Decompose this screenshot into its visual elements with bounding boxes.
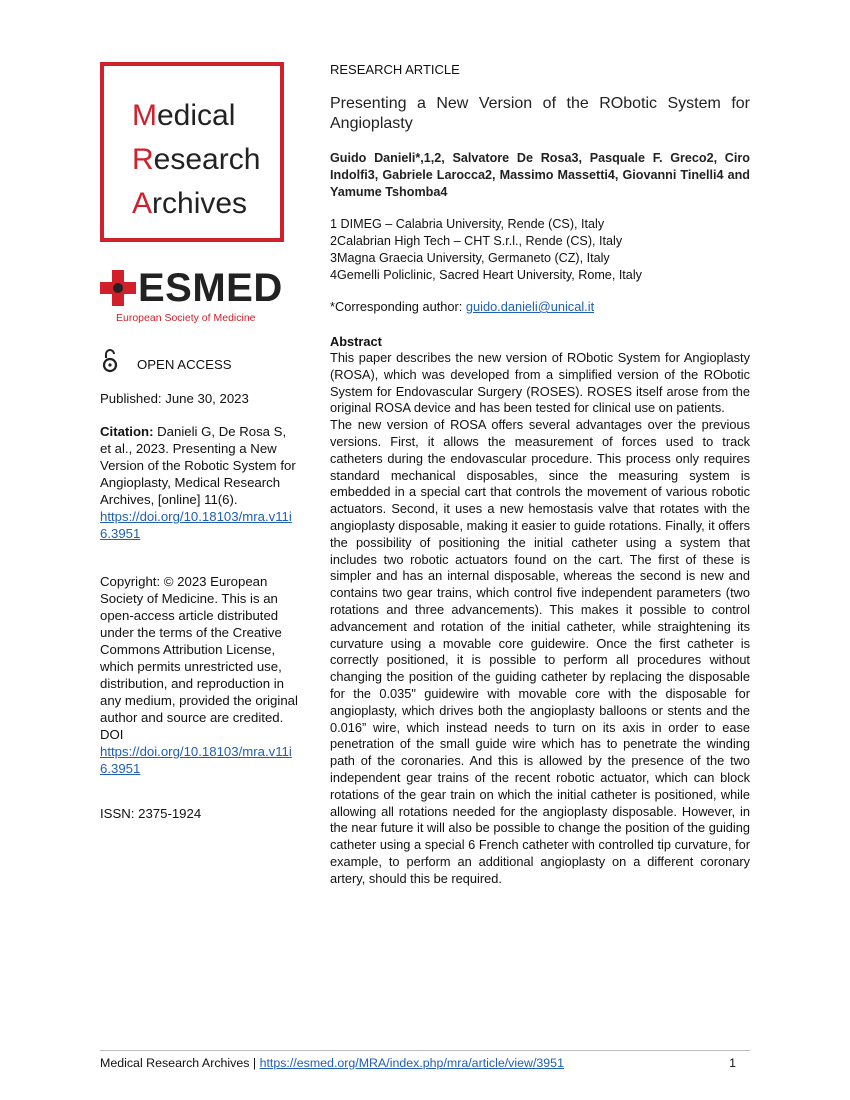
esmed-logo [100, 266, 284, 326]
doi-link[interactable]: https://doi.org/10.18103/mra.v11i6.3951 [100, 744, 292, 776]
copyright-text: Copyright: © 2023 European Society of Medicine. This is an open-access article distributed under the terms of the Creative Commons Attribution License, which permits unrestricted use, distribution, and reproduction in any medium, provided the original author and source are credited. [100, 574, 298, 725]
open-lock-icon [102, 348, 118, 374]
page-footer [100, 1056, 750, 1070]
affiliation-item: 2Calabrian High Tech – CHT S.r.l., Rende (CS), Italy [330, 234, 623, 248]
abstract-body [330, 350, 750, 888]
corresponding-label: *Corresponding author: [330, 299, 466, 314]
citation-text: Danieli G, De Rosa S, et al., 2023. Presenting a New Version of the Robotic System for Angioplasty, Medical Research Archives, [online] 11(6). [100, 424, 296, 507]
corresponding-author [330, 299, 750, 314]
logo-line-archives: Archives [132, 187, 248, 220]
esmed-subtitle: European Society of Medicine [116, 312, 256, 324]
open-access-label: OPEN ACCESS [137, 357, 232, 372]
issn: ISSN: 2375-1924 [100, 806, 202, 821]
footer-divider [100, 1050, 750, 1051]
footer-journal: Medical Research Archives | [100, 1056, 257, 1070]
affiliation-item: 1 DIMEG – Calabria University, Rende (CS), Italy [330, 217, 605, 231]
citation-label: Citation: [100, 424, 154, 439]
citation-block [100, 423, 300, 542]
corresponding-email-link[interactable]: guido.danieli@unical.it [465, 299, 595, 314]
author-list: Guido Danieli*,1,2, Salvatore De Rosa3, Pasquale F. Greco2, Ciro Indolfi3, Gabriele Larocca2, Massimo Massetti4, Giovanni Tinelli4 and Yamume Tshomba4 [330, 151, 750, 199]
logo-line-research: Research [132, 143, 261, 176]
citation-doi-link[interactable]: https://doi.org/10.18103/mra.v11i6.3951 [100, 509, 292, 541]
abstract-heading: Abstract [330, 334, 382, 349]
abstract-paragraph: The new version of ROSA offers several advantages over the previous versions. First, it allows the measurement of forces used to track catheters during the endovascular procedure. This process only requires standard mechanical disposables, since the measuring system is embedded in a special cart that controls the movement of various robotic actuators. Second, it uses a new hemostasis valve that rotates with the angioplasty disposable, making it easier to guide rotations. Finally, it offers the possibility of positioning the initial catheter using a system that includes two robotic actuators found on the cart. The first of these is simpler and has an internal disposable, whereas the second is new and contains two gear trains, which control five independent parameters (two rotations and three advancements). This makes it possible to control advancement and rotation of the initial catheter, while straightening its curvature using a movable core guidewire. Once the first catheter is correctly positioned, it is possible to perform all procedures without changing the position of the guiding catheter by replacing the disposable for the 0.035" guidewire with movable core with the disposable for angioplasty, which drives both the angioplasty balloons or stents and the 0.016” wire, which instead needs to turn on its axis in order to ease penetration of the small guide wire which has to penetrate the winding path of the coronaries. And this is allowed by the presence of the two independent gear trains of the recent robotic actuator, which can block rotations of the gear train on which the initial catheter is positioned, while allowing all rotations needed for the angioplasty disposable. However, in the near future it will also be possible to change the position of the guiding catheter using a special 6 French catheter with controlled tip curvature, for example, to perform an additional angioplasty on a different coronary artery, should this be required. [330, 417, 750, 886]
esmed-cross-icon [100, 268, 136, 308]
article-title: Presenting a New Version of the RObotic System for Angioplasty [330, 95, 750, 132]
logo-line-medical: Medical [132, 99, 236, 132]
article-type: RESEARCH ARTICLE [330, 62, 460, 77]
doi-label: DOI [100, 727, 124, 742]
affiliations [330, 216, 750, 284]
abstract-paragraph: This paper describes the new version of RObotic System for Angioplasty (ROSA), which was developed from a simplified version of the RObotic System for Endovascular Surgery (ROSES). ROSES itself arose from the original ROSA device and has been tested for clinical use on patients. [330, 350, 750, 416]
copyright-block [100, 573, 300, 777]
published-date: Published: June 30, 2023 [100, 391, 249, 406]
journal-logo [100, 62, 284, 242]
page-number: 1 [729, 1056, 736, 1070]
affiliation-item: 3Magna Graecia University, Germaneto (CZ), Italy [330, 251, 610, 265]
esmed-wordmark: ESMED [138, 266, 283, 310]
affiliation-item: 4Gemelli Policlinic, Sacred Heart University, Rome, Italy [330, 268, 642, 282]
footer-article-link[interactable]: https://esmed.org/MRA/index.php/mra/article/view/3951 [259, 1056, 564, 1070]
